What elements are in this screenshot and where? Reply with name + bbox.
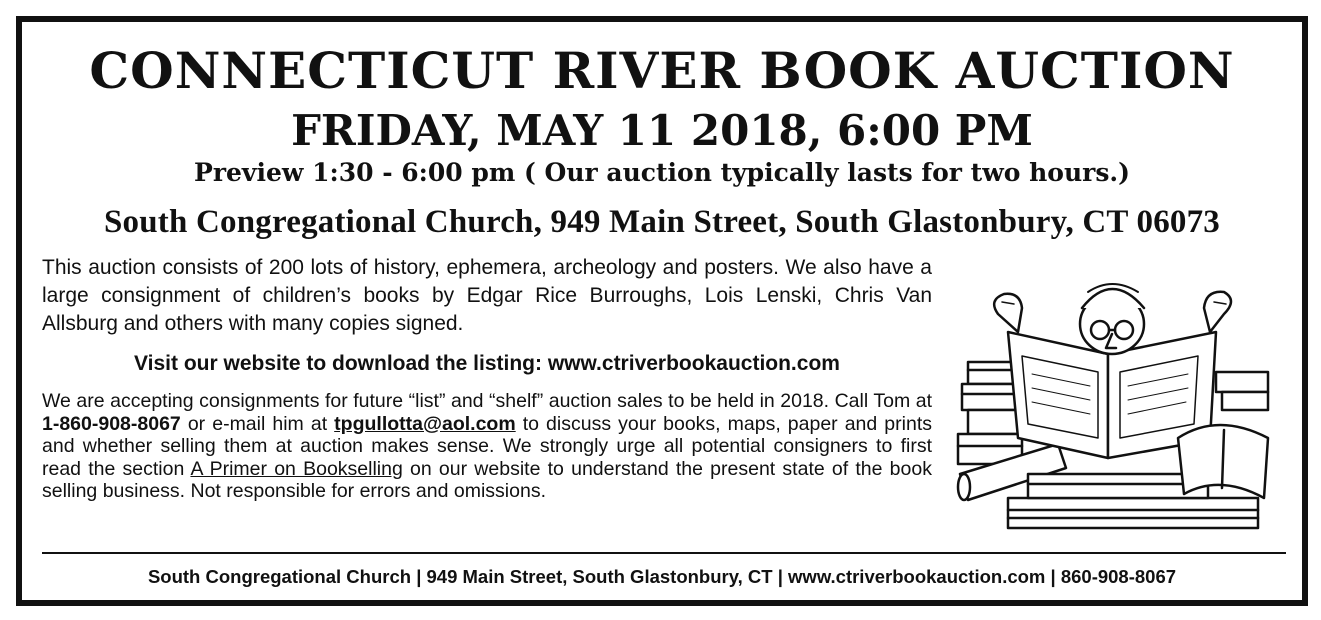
- phone-number[interactable]: 1-860-908-8067: [42, 412, 181, 435]
- consign-text-3: to discuss your books, maps, paper and prints and whether selling them at auction makes sense. We strongly urge all potential consigners to first read the section: [42, 412, 932, 480]
- ad-title: CONNECTICUT RIVER BOOK AUCTION: [89, 41, 1235, 100]
- consignment-paragraph: [42, 390, 932, 503]
- consign-text-2: or e-mail him at: [180, 412, 335, 435]
- consign-text-1: We are accepting consignments for future “list” and “shelf” auction sales to be held in 2018. Call Tom at: [42, 390, 932, 412]
- visit-website-line: Visit our website to download the listing: www.ctriverbookauction.com: [134, 352, 840, 375]
- reader-among-books-illustration: [948, 262, 1284, 552]
- ad-frame: [16, 16, 1308, 606]
- footer-divider: [42, 552, 1286, 554]
- consign-text-4: on our website to understand the present state of the book selling business. Not responsible for errors and omissions.: [42, 457, 932, 502]
- primer-link[interactable]: A Primer on Bookselling: [190, 457, 403, 480]
- preview-hours: Preview 1:30 - 6:00 pm ( Our auction typically lasts for two hours.): [194, 158, 1130, 187]
- venue-address: South Congregational Church, 949 Main Street, South Glastonbury, CT 06073: [104, 204, 1220, 240]
- footer-contact: South Congregational Church | 949 Main Street, South Glastonbury, CT | www.ctriverbookauction.com | 860-908-8067: [147, 566, 1177, 587]
- auction-description: This auction consists of 200 lots of history, ephemera, archeology and posters. We also have a large consignment of children’s books by Edgar Rice Burroughs, Lois Lenski, Chris Van Allsburg and others with many copies signed.: [42, 256, 932, 335]
- auction-date: FRIDAY, MAY 11 2018, 6:00 PM: [291, 106, 1033, 155]
- email-link[interactable]: tpgullotta@aol.com: [334, 412, 516, 435]
